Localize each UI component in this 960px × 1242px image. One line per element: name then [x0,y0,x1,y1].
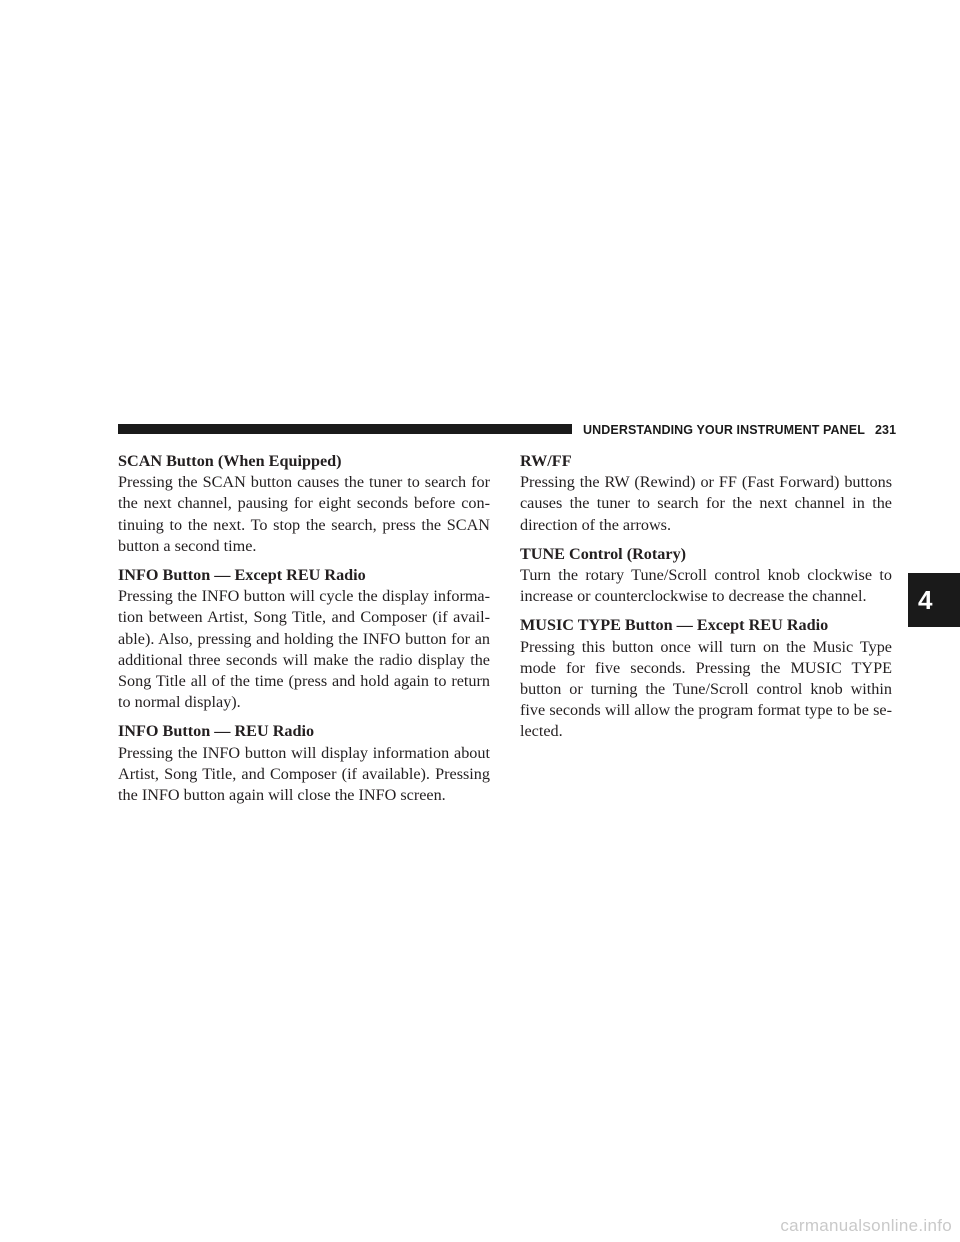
section-body: Pressing the INFO button will display information about Artist, Song Title, and Composer (if available). Pressing the INFO button again will close the INFO screen. [118,743,490,805]
section-body: Pressing the SCAN button causes the tuner to search for the next channel, pausing for eight seconds before con-tinuing to the next. To stop the search, press the SCAN button a second time. [118,473,490,555]
header-rule [118,424,572,434]
running-header [583,421,913,439]
watermark: carmanualsonline.info [780,1216,952,1235]
header-title: UNDERSTANDING YOUR INSTRUMENT PANEL [583,423,865,437]
section-heading: INFO Button — Except REU Radio [118,566,366,585]
section-body: Pressing this button once will turn on the Music Type mode for five seconds. Pressing the MUSIC TYPE button or turning the Tune/Scroll control knob within five seconds will allow the program format type to be se-lected. [520,637,892,741]
section-heading: MUSIC TYPE Button — Except REU Radio [520,616,829,635]
chapter-tab: 4 [908,573,960,627]
section-info-button-except-reu [118,565,490,713]
section-info-button-reu [118,721,490,806]
section-heading: TUNE Control (Rotary) [520,544,687,563]
section-heading: INFO Button — REU Radio [118,722,315,741]
section-body: Pressing the RW (Rewind) or FF (Fast Forward) buttons causes the tuner to search for the next channel in the direction of the arrows. [520,473,892,534]
left-column [118,451,490,814]
section-rw-ff [520,451,892,536]
section-body: Pressing the INFO button will cycle the display informa-tion between Artist, Song Title, and Composer (if avail-able). Also, pressing and holding the INFO button for an additional three seconds will make the radio display the Song Title all of the time (press and hold again to return to normal display). [118,587,490,712]
section-heading: RW/FF [520,452,572,470]
section-body: Turn the rotary Tune/Scroll control knob clockwise to increase or counterclockwise to decrease the channel. [520,566,892,606]
right-column [520,451,892,751]
section-scan-button [118,451,490,557]
section-music-type [520,615,892,742]
page-number: 231 [874,423,897,437]
section-tune-control [520,544,892,608]
section-heading: SCAN Button (When Equipped) [118,452,342,470]
